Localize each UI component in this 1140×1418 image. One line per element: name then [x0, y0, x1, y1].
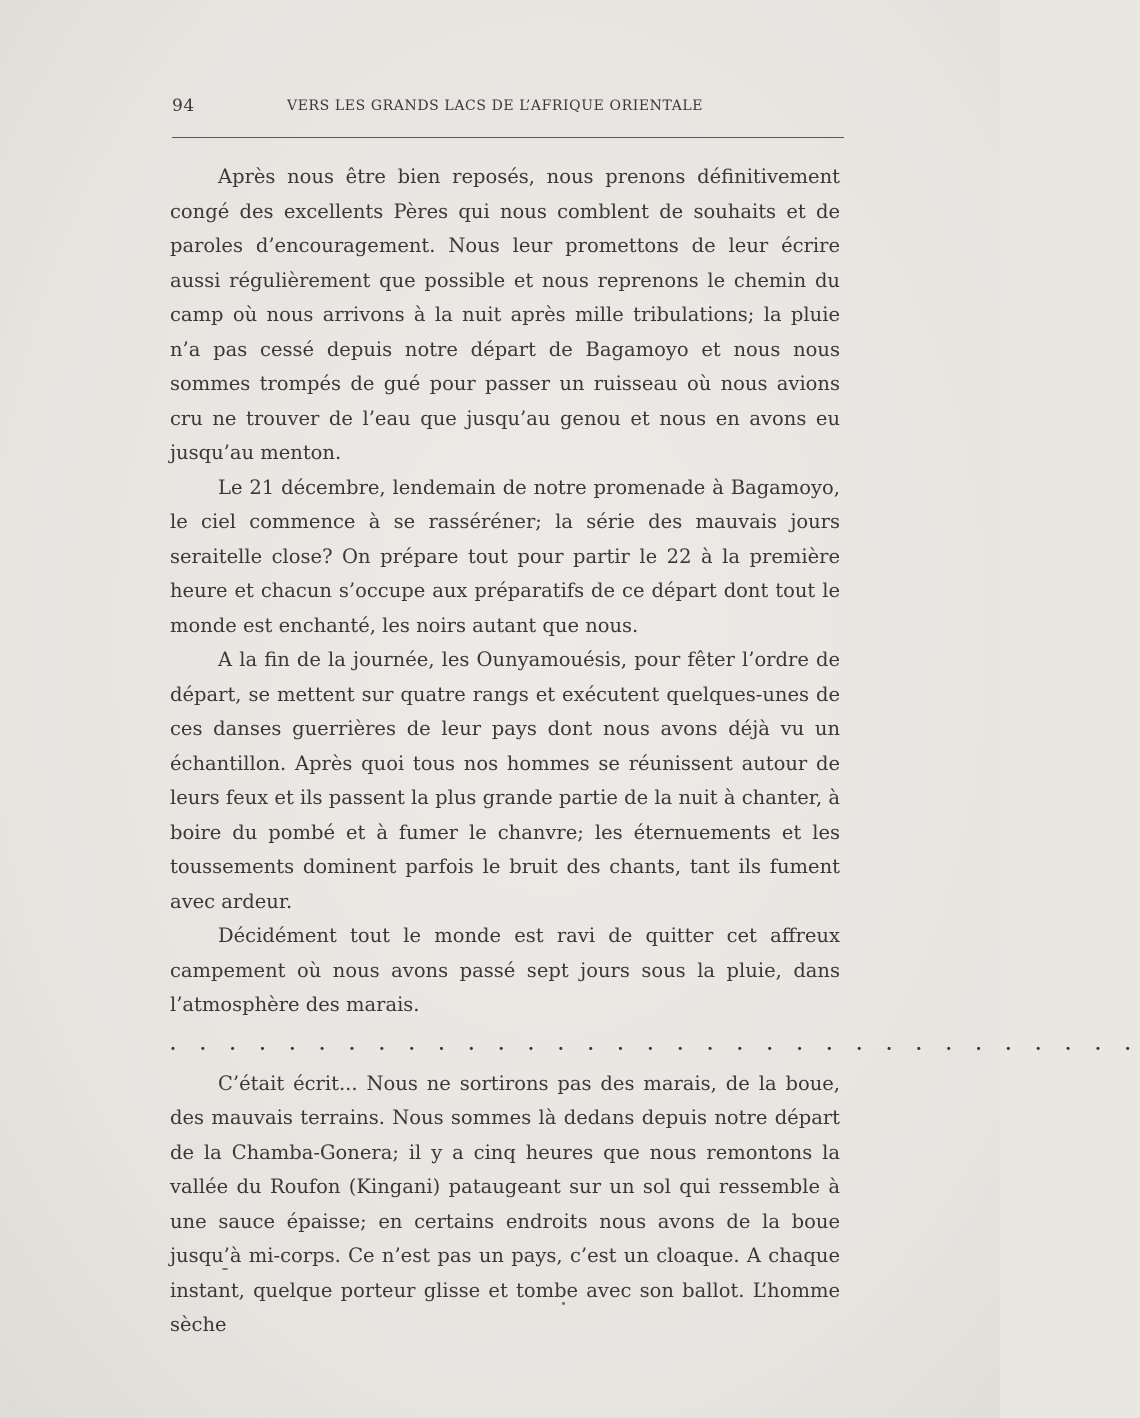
body-text: [170, 160, 1140, 1343]
page-header: [172, 96, 840, 122]
header-rule: [172, 137, 844, 138]
paragraph: A la fin de la journée, les Ounyamouésis, pour fêter l’ordre de départ, se mettent sur quatre rangs et exécutent quelques-unes de ces danses guerrières de leur pays dont nous avons déjà vu un échantillon. Après quoi tous nos hommes se réunissent autour de leurs feux et ils passent la plus grande partie de la nuit à chanter, à boire du pombé et à fumer le chanvre; les éternuements et les toussements dominent parfois le bruit des chants, tant ils fument avec ardeur.: [170, 648, 840, 913]
paragraph: Le 21 décembre, lendemain de notre promenade à Bagamoyo, le ciel commence à se rasséréner; la série des mauvais jours seraitelle close? On prépare tout pour partir le 22 à la première heure et chacun s’occupe aux préparatifs de ce départ dont tout le monde est enchanté, les noirs autant que nous.: [170, 475, 840, 637]
paragraph: C’était écrit... Nous ne sortirons pas des marais, de la boue, des mauvais terrains. Nous sommes là dedans depuis notre départ de la Chamba-Gonera; il y a cinq heures que nous remontons la vallée du Roufon (Kingani) pataugeant sur un sol qui ressemble à une sauce épaisse; en certains endroits nous avons de la boue jusqu’à mi-corps. Ce n’est pas un pays, c’est un cloaque. A chaque instant, quelque porteur glisse et tombe avec son ballot. L’homme sèche: [170, 1071, 840, 1336]
section-separator: . . . . . . . . . . . . . . . . . . . . . . . . . . . . . . . . .: [170, 1034, 1140, 1055]
paper-speck: [562, 1302, 565, 1305]
paper-speck: [222, 1268, 228, 1270]
paragraph: Décidément tout le monde est ravi de quitter cet affreux campement où nous avons passé sept jours sous la pluie, dans l’atmosphère des marais.: [170, 924, 840, 1016]
page-number: 94: [172, 96, 195, 116]
paragraph: Après nous être bien reposés, nous prenons définitivement congé des excellents Pères qui nous comblent de souhaits et de paroles d’encouragement. Nous leur promettons de leur écrire aussi régulièrement que possible et nous reprenons le chemin du camp où nous arrivons à la nuit après mille tribulations; la pluie n’a pas cessé depuis notre départ de Bagamoyo et nous nous sommes trompés de gué pour passer un ruisseau où nous avions cru ne trouver de l’eau que jusqu’au genou et nous en avons eu jusqu’au menton.: [170, 165, 840, 464]
running-title: VERS LES GRANDS LACS DE L’AFRIQUE ORIENTALE: [287, 98, 704, 114]
